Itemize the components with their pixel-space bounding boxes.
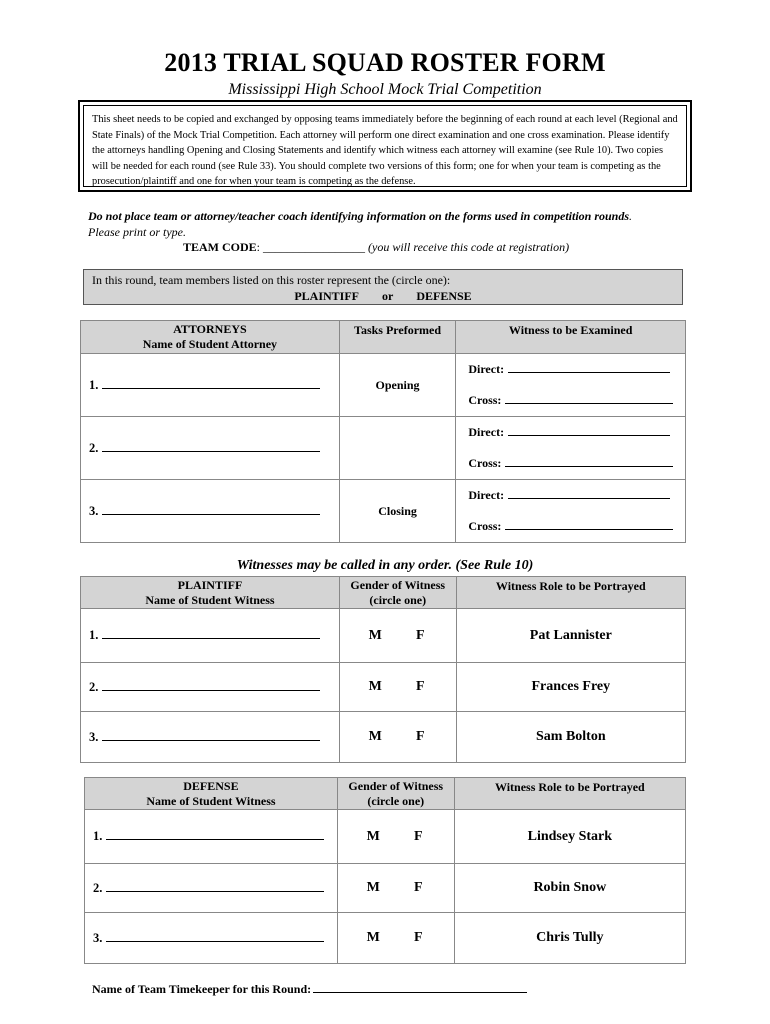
gender-header: Gender of Witness (circle one) bbox=[337, 778, 454, 810]
witness-name-field[interactable] bbox=[106, 891, 324, 892]
tasks-header: Tasks Preformed bbox=[339, 321, 456, 354]
plaintiff-header: PLAINTIFF Name of Student Witness bbox=[81, 577, 340, 609]
plaintiff-witness-row: 3. M F Sam Bolton bbox=[81, 712, 686, 763]
role-header: Witness Role to be Portrayed bbox=[454, 778, 685, 810]
timekeeper-field[interactable] bbox=[313, 992, 527, 993]
gender-m[interactable]: M bbox=[366, 930, 380, 945]
attorneys-header: ATTORNEYS Name of Student Attorney bbox=[81, 321, 340, 354]
task-cell bbox=[339, 417, 456, 480]
plaintiff-witness-row: 2. M F Frances Frey bbox=[81, 663, 686, 712]
attorney-row: 3. Closing Direct: Cross: bbox=[81, 480, 686, 543]
gender-f[interactable]: F bbox=[415, 627, 425, 643]
witness-role: Sam Bolton bbox=[456, 712, 685, 763]
timekeeper-label: Name of Team Timekeeper for this Round: bbox=[92, 982, 312, 996]
timekeeper-row bbox=[92, 982, 527, 997]
gender-m[interactable]: M bbox=[368, 627, 382, 643]
gender-f[interactable]: F bbox=[413, 828, 423, 844]
option-or: or bbox=[381, 289, 394, 303]
witness-role: Robin Snow bbox=[454, 864, 685, 913]
attorney-name-field[interactable] bbox=[102, 514, 320, 515]
warning-print: Please print or type. bbox=[88, 225, 186, 239]
instructions-box bbox=[78, 100, 692, 192]
warning-note bbox=[88, 208, 688, 240]
witness-name-field[interactable] bbox=[102, 740, 320, 741]
witness-name-field[interactable] bbox=[106, 941, 324, 942]
defense-witness-row: 2. M F Robin Snow bbox=[85, 864, 686, 913]
gender-f[interactable]: F bbox=[415, 729, 425, 744]
witness-name-field[interactable] bbox=[102, 638, 320, 639]
attorneys-table bbox=[80, 320, 686, 543]
witness-examined-header: Witness to be Examined bbox=[456, 321, 686, 354]
gender-f[interactable]: F bbox=[413, 880, 423, 895]
witness-name-field[interactable] bbox=[102, 690, 320, 691]
team-code-field[interactable]: _________________ bbox=[263, 240, 366, 254]
attorney-name-field[interactable] bbox=[102, 451, 320, 452]
team-code-label: TEAM CODE bbox=[183, 240, 257, 254]
direct-field[interactable] bbox=[508, 498, 670, 499]
team-code-colon: : bbox=[256, 240, 261, 254]
attorney-row: 1. Opening Direct: Cross: bbox=[81, 354, 686, 417]
instructions-text: This sheet needs to be copied and exchanged by opposing teams immediately before the beginning of each round at each level (Regional and State Finals) of the Mock Trial Competition. Each attorney will perform one direct examination and one cross examination. Please identify the attorneys handling Opening and Closing Statements and identify which witness each attorney will examine (see Rule 10). Two copies will be needed for each round (see Rule 33). You should complete two versions of this form; one for when your team is competing as the prosecution/plaintiff and one for when your team is competing as the defense. bbox=[83, 105, 687, 187]
witness-name-field[interactable] bbox=[106, 839, 324, 840]
plaintiff-witness-row: 1. M F Pat Lannister bbox=[81, 609, 686, 663]
page-subtitle: Mississippi High School Mock Trial Competition bbox=[228, 81, 542, 98]
cross-field[interactable] bbox=[505, 529, 673, 530]
witness-role: Pat Lannister bbox=[456, 609, 685, 663]
gender-header: Gender of Witness (circle one) bbox=[339, 577, 456, 609]
defense-witness-table bbox=[84, 777, 686, 964]
round-prompt: In this round, team members listed on this roster represent the (circle one): bbox=[92, 273, 451, 287]
team-code-note: (you will receive this code at registration) bbox=[368, 240, 570, 254]
task-cell: Closing bbox=[339, 480, 456, 543]
witnesses-order-note: Witnesses may be called in any order. (See Rule 10) bbox=[236, 558, 534, 573]
witness-role: Frances Frey bbox=[456, 663, 685, 712]
task-cell: Opening bbox=[339, 354, 456, 417]
role-header: Witness Role to be Portrayed bbox=[456, 577, 685, 609]
cross-field[interactable] bbox=[505, 403, 673, 404]
witness-role: Chris Tully bbox=[454, 913, 685, 964]
witness-role: Lindsey Stark bbox=[454, 810, 685, 864]
direct-field[interactable] bbox=[508, 435, 670, 436]
team-code-row bbox=[183, 240, 569, 255]
option-defense[interactable]: DEFENSE bbox=[416, 289, 472, 303]
cross-field[interactable] bbox=[505, 466, 673, 467]
gender-m[interactable]: M bbox=[366, 880, 380, 895]
warning-period: . bbox=[629, 209, 633, 223]
attorney-row: 2. Direct: Cross: bbox=[81, 417, 686, 480]
gender-m[interactable]: M bbox=[366, 828, 380, 844]
warning-bold: Do not place team or attorney/teacher coach identifying information on the forms used in competition rounds bbox=[88, 209, 630, 223]
defense-header: DEFENSE Name of Student Witness bbox=[85, 778, 338, 810]
gender-f[interactable]: F bbox=[413, 930, 423, 945]
page-title: 2013 TRIAL SQUAD ROSTER FORM bbox=[164, 48, 606, 77]
gender-f[interactable]: F bbox=[415, 679, 425, 694]
defense-witness-row: 3. M F Chris Tully bbox=[85, 913, 686, 964]
attorney-name-field[interactable] bbox=[102, 388, 320, 389]
plaintiff-witness-table bbox=[80, 576, 686, 763]
round-side-box bbox=[83, 269, 683, 305]
round-options bbox=[84, 289, 682, 304]
defense-witness-row: 1. M F Lindsey Stark bbox=[85, 810, 686, 864]
option-plaintiff[interactable]: PLAINTIFF bbox=[294, 289, 359, 303]
gender-m[interactable]: M bbox=[368, 679, 382, 694]
gender-m[interactable]: M bbox=[368, 729, 382, 744]
direct-field[interactable] bbox=[508, 372, 670, 373]
